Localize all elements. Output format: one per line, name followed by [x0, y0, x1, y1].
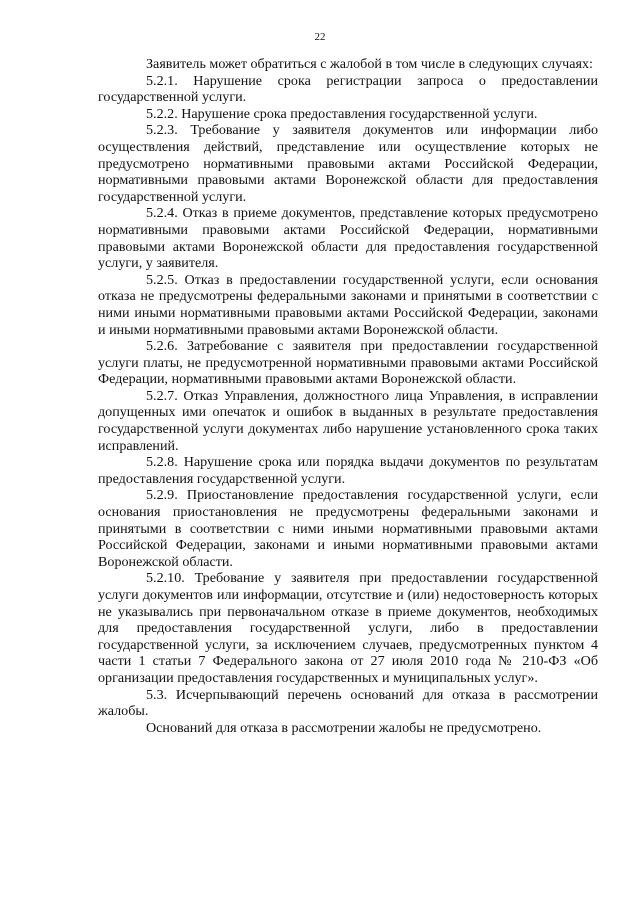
paragraph-5-2-6: 5.2.6. Затребование с заявителя при предоставлении государственной услуги платы, не предусмотренной нормативными правовыми актами Российской Федерации, нормативными правовыми актами Воронежской области. — [98, 338, 598, 388]
paragraph-5-2-7: 5.2.7. Отказ Управления, должностного лица Управления, в исправлении допущенных ими опечаток и ошибок в выданных в результате предоставления государственной услуги документах либо нарушение установленного срока таких исправлений. — [98, 387, 598, 454]
paragraph-5-2-9: 5.2.9. Приостановление предоставления государственной услуги, если основания приостановления не предусмотрены федеральными законами и принятыми в соответствии с ними иными нормативными правовыми актами Российской Федерации, законами и иными нормативными правовыми актами Воронежской области. — [98, 487, 598, 570]
paragraph-conclusion: Оснований для отказа в рассмотрении жалобы не предусмотрено. — [146, 719, 542, 736]
paragraph-5-2-8: 5.2.8. Нарушение срока или порядка выдачи документов по результатам предоставления государственной услуги. — [98, 454, 598, 487]
paragraph-intro: Заявитель может обратиться с жалобой в том числе в следующих случаях: — [146, 56, 593, 72]
paragraph-5-2-10: 5.2.10. Требование у заявителя при предоставлении государственной услуги документов или информации, отсутствие и (или) недостоверность которых не указывались при первоначальном отказе в приеме документов, необходимых для предоставления государственной услуги, либо в предоставлении государственной услуги, за исключением случаев, предусмотренных пунктом 4 части 1 статьи 7 Федерального закона от 27 июля 2010 года № 210-ФЗ «Об организации предоставления государственных и муниципальных услуг». — [98, 570, 598, 686]
paragraph-5-3: 5.3. Исчерпывающий перечень оснований для отказа в рассмотрении жалобы. — [98, 686, 598, 720]
page-number: 22 — [314, 31, 326, 43]
paragraph-5-2-1: 5.2.1. Нарушение срока регистрации запроса о предоставлении государственной услуги. — [98, 72, 598, 106]
paragraph-5-2-5: 5.2.5. Отказ в предоставлении государственной услуги, если основания отказа не предусмотрены федеральными законами и принятыми в соответствии с ними иными нормативными правовыми актами Российской Федерации, законами и иными нормативными правовыми актами Воронежской области. — [98, 271, 598, 338]
paragraph-5-2-2: 5.2.2. Нарушение срока предоставления государственной услуги. — [146, 105, 538, 122]
paragraph-5-2-4: 5.2.4. Отказ в приеме документов, представление которых предусмотрено нормативными правовыми актами Российской Федерации, нормативными правовыми актами Воронежской области для предоставления государственной услуги, у заявителя. — [98, 205, 598, 272]
document-body — [98, 56, 598, 736]
paragraph-5-2-3: 5.2.3. Требование у заявителя документов или информации либо осуществления действий, представление или осуществление которых не предусмотрено нормативными правовыми актами Российской Федерации, нормативными правовыми актами Воронежской области для предоставления государственной услуги. — [98, 122, 598, 205]
